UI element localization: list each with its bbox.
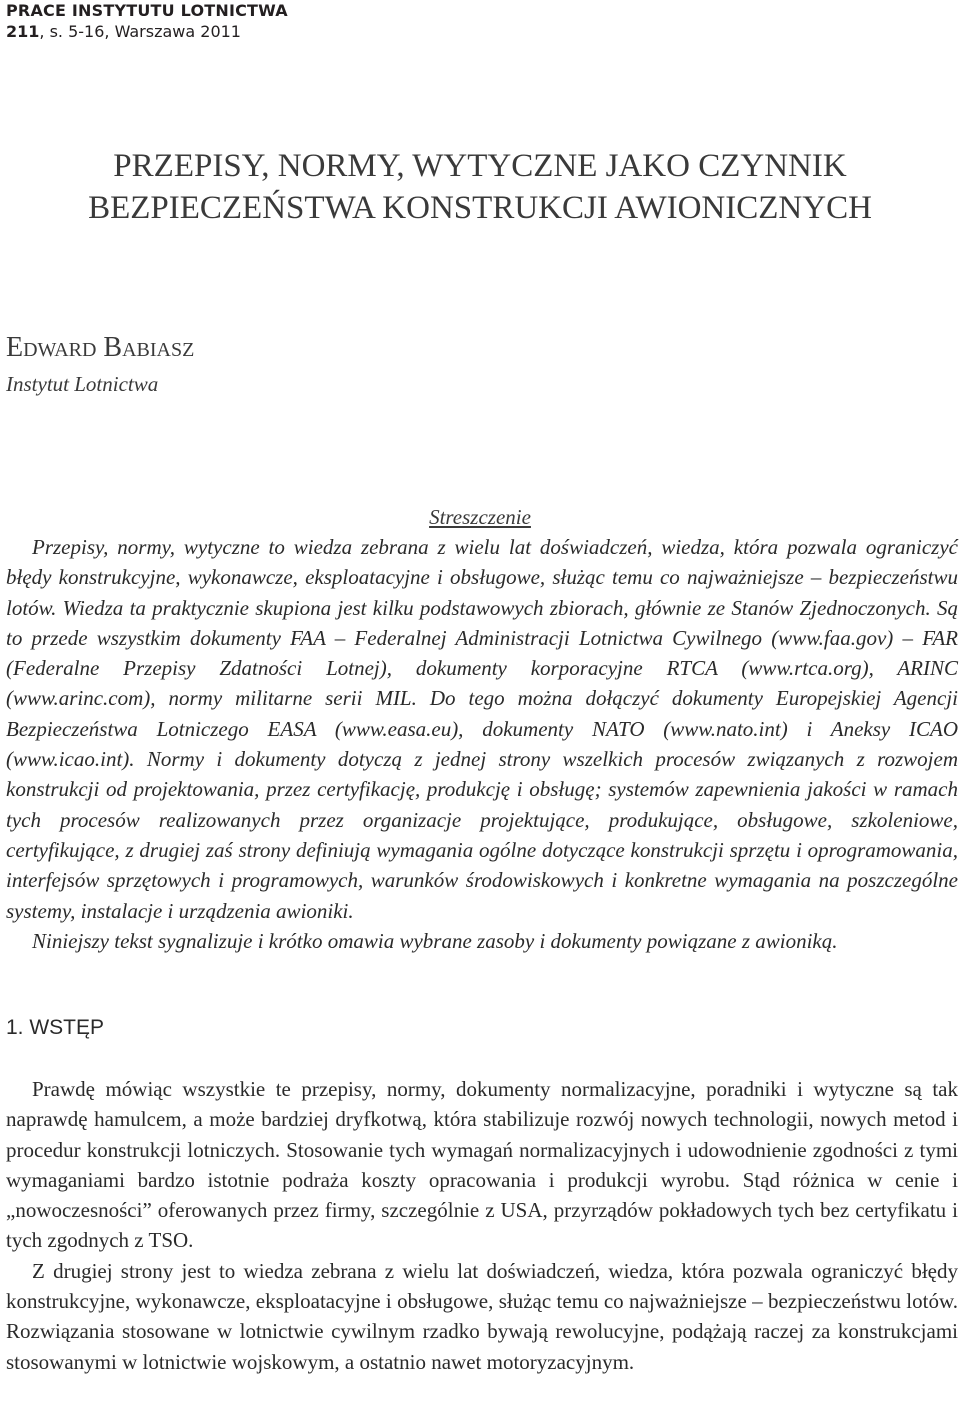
journal-reference [6, 21, 288, 42]
abstract-body [6, 532, 958, 956]
abstract-paragraph-1: Przepisy, normy, wytyczne to wiedza zebrana z wielu lat doświadczeń, wiedza, która pozwala ograniczyć błędy konstrukcyjne, wykonawcze, eksploatacyjne i obsługowe, służąc temu co najważniejsze – bezpieczeństwu lotów. Wiedza ta praktycznie skupiona jest kilku podstawowych zbiorach, głównie ze Stanów Zjednoczonych. Są to przede wszystkim dokumenty FAA – Federalnej Administracji Lotnictwa Cywilnego (www.faa.gov) – FAR (Federalne Przepisy Zdatności Lotnej), dokumenty korporacyjne RTCA (www.rtca.org), ARINC (www.arinc.com), normy militarne serii MIL. Do tego można dołączyć dokumenty Europejskiej Agencji Bezpieczeństwa Lotniczego EASA (www.easa.eu), dokumenty NATO (www.nato.int) i Aneksy ICAO (www.icao.int). Normy i dokumenty dotyczą z jednej strony wszelkich procesów związanych z rozwojem konstrukcji od projektowania, przez certyfikację, produkcję i obsługę; systemów zapewnienia jakości w ramach tych procesów realizowanych przez organizacje projektujące, produkujące, obsługowe, szkoleniowe, certyfikujące, z drugiej zaś strony definiują wymagania ogólne dotyczące konstrukcji sprzętu i oprogramowania, interfejsów sprzętowych i programowych, warunków środowiskowych i konkretne wymagania na poszczególne systemy, instalacje i urządzenia awioniki. [6, 535, 958, 923]
journal-header [6, 0, 288, 42]
body-paragraph-2: Z drugiej strony jest to wiedza zebrana z wielu lat doświadczeń, wiedza, która pozwala ograniczyć błędy konstrukcyjne, wykonawcze, eksploatacyjne i obsługowe, służąc temu co najważniejsze – bezpieczeństwu lotów. Rozwiązania stosowane w lotnictwie cywilnym rzadko bywają rewolucyjne, podążają raczej za konstrukcjami stosowanymi w lotnictwie wojskowym, a ostatnio nawet motoryzacyjnym. [6, 1258, 958, 1374]
section-body-introduction [6, 1074, 958, 1377]
article-title-line-1: PRZEPISY, NORMY, WYTYCZNE JAKO CZYNNIK [113, 148, 847, 184]
journal-pages-and-place: , s. 5-16, Warszawa 2011 [39, 22, 241, 41]
author-affiliation: Instytut Lotnictwa [6, 372, 159, 396]
body-paragraph-1: Prawdę mówiąc wszystkie te przepisy, normy, dokumenty normalizacyjne, poradniki i wytyczne są tak naprawdę hamulcem, a może bardziej dryfkotwą, która stabilizuje rozwój nowych technologii, nowych metod i procedur konstrukcji lotniczych. Stosowanie tych wymagań normalizacyjnych i udowodnienie zgodności z tymi wymaganiami bardzo istotnie podraża koszty opracowania i produkcji wyrobu. Stąd różnica w cenie i „nowoczesności” oferowanych przez firmy, szczególnie z USA, przyrządów pokładowych tych bez certyfikatu i tych zgodnych z TSO. [6, 1077, 958, 1253]
article-title-line-2: BEZPIECZEŃSTWA KONSTRUKCJI AWIONICZNYCH [88, 190, 872, 226]
author-name: Edward Babiasz [6, 332, 195, 363]
abstract-paragraph-2: Niniejszy tekst sygnalizuje i krótko omawia wybrane zasoby i dokumenty powiązane z awioniką. [32, 928, 838, 953]
section-heading-introduction: 1. WSTĘP [6, 1016, 105, 1039]
journal-name: PRACE INSTYTUTU LOTNICTWA [6, 1, 288, 20]
abstract-heading: Streszczenie [429, 505, 531, 529]
article-title [0, 145, 960, 229]
journal-issue-number: 211 [6, 22, 40, 41]
